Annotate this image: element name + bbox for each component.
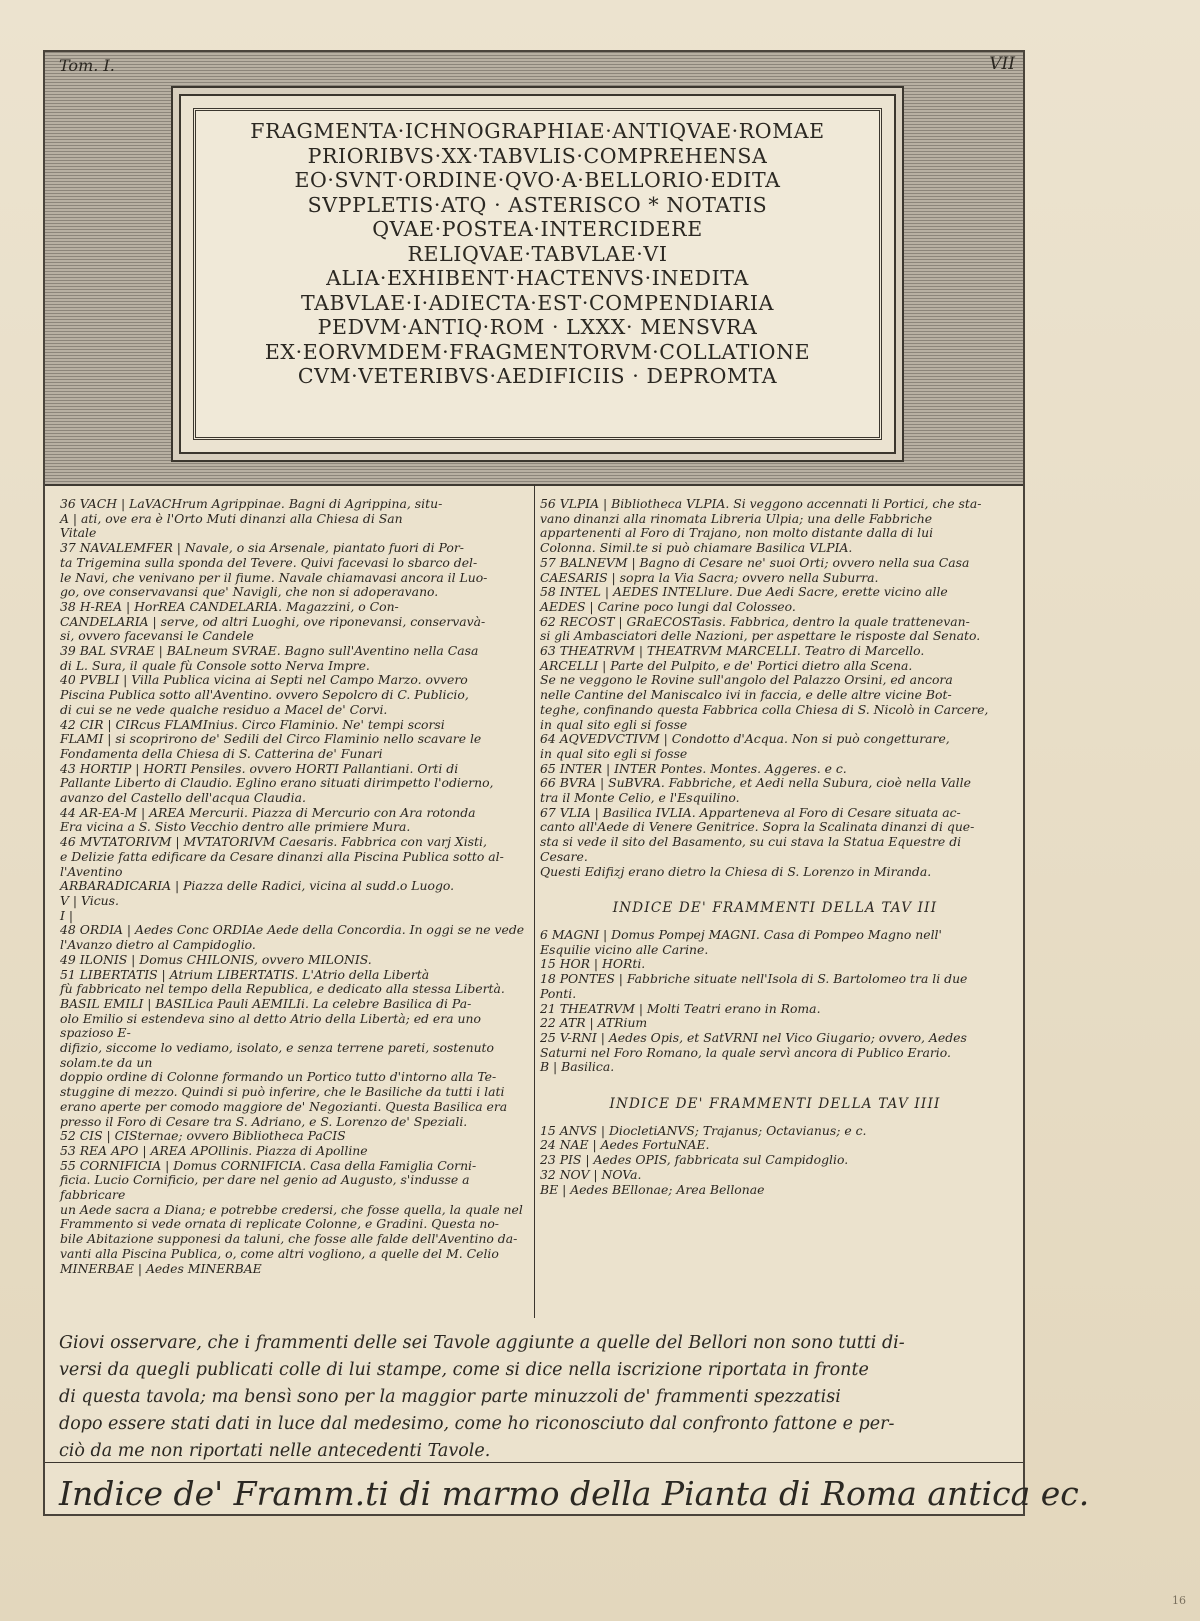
- index-entry-line: 37 NAVALEMFER | Navale, o sia Arsenale, piantato fuori di Por-: [60, 540, 464, 556]
- index-entry-line: 21 THEATRVM | Molti Teatri erano in Roma.: [540, 1000, 821, 1016]
- index-entry-line: canto all'Aede di Venere Genitrice. Sopra la Scalinata dinanzi di que-: [540, 819, 975, 835]
- index-entry-line: FLAMI | si scoprirono de' Sedili del Circo Flaminio nello scavare le: [60, 731, 482, 747]
- index-entry-line: ta Trigemina sulla sponda del Tevere. Quivi facevasi lo sbarco del-: [60, 554, 478, 570]
- inscription-frame: [171, 86, 904, 462]
- index-entry-line: BE | Aedes BEllonae; Area Bellonae: [540, 1181, 765, 1197]
- note-line: di questa tavola; ma bensì sono per la maggior parte minuzzoli de' frammenti spezzatisi: [59, 1387, 841, 1407]
- index-entry-line: vanti alla Piscina Publica, o, come altri vogliono, a quelle del M. Celio: [60, 1245, 499, 1261]
- index-entry-line: 53 REA APO | AREA APOllinis. Piazza di Apolline: [60, 1142, 368, 1158]
- inscription-line: QVAE·POSTEA·INTERCIDERE: [372, 217, 703, 241]
- footer-title: Indice de' Framm.ti di marmo della Pianta di Roma antica ec.: [59, 1474, 1090, 1513]
- index-entry-line: Vitale: [60, 525, 97, 541]
- note-line: ciò da me non riportati nelle antecedenti Tavole.: [59, 1441, 491, 1461]
- inscription-line: RELIQVAE·TABVLAE·VI: [407, 241, 668, 266]
- note-line: Giovi osservare, che i frammenti delle sei Tavole aggiunte a quelle del Bellori non sono tutti di-: [59, 1333, 905, 1353]
- index-tav-iii-entries: [540, 928, 1010, 1075]
- index-entry-line: 65 INTER | INTER Pontes. Montes. Aggeres. e c.: [540, 760, 847, 776]
- index-entry-line: 15 ANVS | DiocletiANVS; Trajanus; Octavianus; e c.: [540, 1122, 867, 1138]
- index-entry-line: 43 HORTIP | HORTI Pensiles. ovvero HORTI Pallantiani. Orti di: [60, 760, 459, 776]
- page-number: VII: [989, 54, 1015, 74]
- index-entry-line: 57 BALNEVM | Bagno di Cesare ne' suoi Orti; ovvero nella sua Casa: [540, 554, 970, 570]
- index-entry-line: 39 BAL SVRAE | BALneum SVRAE. Bagno sull'Aventino nella Casa: [60, 643, 479, 659]
- index-entry-line: CANDELARIA | serve, od altri Luoghi, ove riponevansi, conservavà-: [60, 613, 486, 629]
- index-entry-line: stuggine di mezzo. Quindi si può inferire, che le Basiliche da tutti i lati: [60, 1084, 505, 1100]
- index-entry-line: Era vicina a S. Sisto Vecchio dentro alle primiere Mura.: [60, 819, 411, 835]
- index-entry-line: un Aede sacra a Diana; e potrebbe credersi, che fosse quella, la quale nel: [60, 1201, 523, 1217]
- index-entry-line: sta si vede il sito del Basamento, su cui stava la Statua Equestre di Cesare.: [540, 834, 962, 864]
- index-entry-line: BASIL EMILI | BASILica Pauli AEMILIi. La celebre Basilica di Pa-: [60, 995, 472, 1011]
- index-entry-line: Frammento si vede ornata di replicate Colonne, e Gradini. Questa no-: [60, 1216, 499, 1232]
- index-tav-iii-title: INDICE DE' FRAMMENTI DELLA TAV III: [612, 900, 938, 917]
- index-entry-line: Esquilie vicino alle Carine.: [540, 941, 709, 957]
- note-line: dopo essere stati dati in luce dal medesimo, come ho riconosciuto dal confronto fattone e per-: [59, 1414, 895, 1434]
- index-entry-line: appartenenti al Foro di Trajano, non molto distante dalla di lui: [540, 525, 934, 541]
- index-entry-line: 42 CIR | CIRcus FLAMInius. Circo Flaminio. Ne' tempi scorsi: [60, 716, 445, 732]
- inscription-line: TABVLAE·I·ADIECTA·EST·COMPENDIARIA: [300, 290, 775, 315]
- inscription: [196, 119, 879, 389]
- index-entry-line: avanzo del Castello dell'acqua Claudia.: [60, 790, 306, 806]
- index-entry-line: 44 AR-EA-M | AREA Mercurii. Piazza di Mercurio con Ara rotonda: [60, 804, 476, 820]
- index-entry-line: 22 ATR | ATRium: [540, 1015, 648, 1031]
- index-entry-line: Colonna. Simil.te si può chiamare Basilica VLPIA.: [540, 540, 853, 556]
- index-entry-line: 15 HOR | HORti.: [540, 956, 646, 972]
- index-entry-line: A | ati, ove era è l'Orto Muti dinanzi alla Chiesa di San: [60, 510, 403, 526]
- index-entry-line: l'Avanzo dietro al Campidoglio.: [60, 937, 256, 953]
- index-entry-line: Se ne veggono le Rovine sull'angolo del Palazzo Orsini, ed ancora: [540, 672, 953, 688]
- inscription-line: ALIA·EXHIBENT·HACTENVS·INEDITA: [326, 266, 749, 290]
- index-entry-line: V | Vicus.: [60, 892, 119, 908]
- index-entry-line: ficia. Lucio Cornificio, per dare nel genio ad Augusto, s'indusse a fabbricare: [60, 1172, 470, 1203]
- index-entry-line: 6 MAGNI | Domus Pompej MAGNI. Casa di Pompeo Magno nell': [540, 926, 942, 942]
- index-entry-line: di cui se ne vede qualche residuo a Macel de' Corvi.: [60, 701, 388, 717]
- index-entry-line: tra il Monte Celio, e l'Esquilino.: [540, 790, 740, 806]
- index-entry-line: 67 VLIA | Basilica IVLIA. Apparteneva al Foro di Cesare situata ac-: [540, 804, 961, 820]
- index-entry-line: si gli Ambasciatori delle Nazioni, per aspettare le risposte dal Senato.: [540, 628, 981, 644]
- index-entry-line: 24 NAE | Aedes FortuNAE.: [540, 1137, 710, 1153]
- index-entry-line: ARBARADICARIA | Piazza delle Radici, vicina al sudd.o Luogo.: [60, 878, 455, 894]
- index-entry-line: e Delizie fatta edificare da Cesare dinanzi alla Piscina Publica sotto al-: [60, 848, 504, 864]
- right-index-column: [540, 497, 1010, 1197]
- index-entry-line: 38 H-REA | HorREA CANDELARIA. Magazzini, o Con-: [60, 598, 399, 614]
- inscription-line: EX·EORVMDEM·FRAGMENTORVM·COLLATIONE: [264, 339, 811, 364]
- index-entry-line: 18 PONTES | Fabbriche situate nell'Isola di S. Bartolomeo tra li due: [540, 971, 968, 987]
- index-entry-line: Questi Edifizj erano dietro la Chiesa di S. Lorenzo in Miranda.: [540, 863, 932, 879]
- left-index-column: [60, 497, 535, 1276]
- index-entry-line: 64 AQVEDVCTIVM | Condotto d'Acqua. Non si può congetturare,: [540, 731, 950, 747]
- index-entry-line: 52 CIS | CISternae; ovvero Bibliotheca PaCIS: [60, 1128, 346, 1144]
- printed-plate: [43, 50, 1090, 1516]
- index-entry-line: B | Basilica.: [540, 1059, 615, 1075]
- inscription-line: PRIORIBVS·XX·TABVLIS·COMPREHENSA: [307, 143, 768, 168]
- index-entry-line: go, ove conservavansi que' Navigli, che non si adoperavano.: [60, 584, 439, 600]
- index-entry-line: 46 MVTATORIVM | MVTATORIVM Caesaris. Fabbrica con varj Xisti,: [60, 834, 487, 850]
- index-entry-line: Fondamenta della Chiesa di S. Catterina de' Funari: [60, 745, 383, 761]
- index-entry-line: Ponti.: [540, 985, 577, 1001]
- inscription-line: FRAGMENTA·ICHNOGRAPHIAE·ANTIQVAE·ROMAE: [250, 119, 825, 143]
- index-entry-line: 25 V-RNI | Aedes Opis, et SatVRNI nel Vico Giugario; ovvero, Aedes: [540, 1029, 967, 1045]
- index-entry-line: 55 CORNIFICIA | Domus CORNIFICIA. Casa della Famiglia Corni-: [60, 1157, 477, 1173]
- inscription-line: EO·SVNT·ORDINE·QVO·A·BELLORIO·EDITA: [294, 168, 781, 192]
- index-entry-line: di L. Sura, il quale fù Console sotto Nerva Impre.: [60, 657, 370, 673]
- index-entry-line: doppio ordine di Colonne formando un Portico tutto d'intorno alla Te-: [60, 1069, 497, 1085]
- index-tav-iiii-title: INDICE DE' FRAMMENTI DELLA TAV IIII: [609, 1096, 941, 1113]
- index-entry-line: 48 ORDIA | Aedes Conc ORDIAe Aede della Concordia. In oggi se ne vede: [60, 922, 525, 938]
- index-entry-line: Pallante Liberto di Claudio. Eglino erano situati dirimpetto l'odierno,: [60, 775, 494, 791]
- index-entry-line: fù fabbricato nel tempo della Republica, e dedicato alla stessa Libertà.: [60, 981, 505, 997]
- index-entry-line: olo Emilio si estendeva sino al detto Atrio della Libertà; ed era uno spazioso E-: [60, 1010, 481, 1041]
- index-entry-line: MINERBAE | Aedes MINERBAE: [60, 1260, 262, 1276]
- index-entry-line: 23 PIS | Aedes OPIS, fabbricata sul Campidoglio.: [540, 1152, 849, 1168]
- inscription-line: PEDVM·ANTIQ·ROM · LXXX· MENSVRA: [317, 315, 758, 339]
- volume-label: Tom. I.: [59, 56, 115, 75]
- index-entry-line: ARCELLI | Parte del Pulpito, e de' Portici dietro alla Scena.: [540, 657, 913, 673]
- index-entry-line: 58 INTEL | AEDES INTELlure. Due Aedi Sacre, erette vicino alle: [540, 584, 948, 600]
- index-entry-line: in qual sito egli si fosse: [540, 716, 688, 732]
- index-entry-line: in qual sito egli si fosse: [540, 745, 688, 761]
- index-entry-line: 32 NOV | NOVa.: [540, 1166, 642, 1182]
- index-entry-line: vano dinanzi alla rinomata Libreria Ulpia; una delle Fabbriche: [540, 510, 933, 526]
- note-paragraph: [59, 1330, 1009, 1465]
- index-entry-line: 40 PVBLI | Villa Publica vicina ai Septi nel Campo Marzo. ovvero: [60, 672, 468, 688]
- inscription-line: SVPPLETIS·ATQ · ASTERISCO * NOTATIS: [307, 192, 768, 217]
- index-entry-line: I |: [60, 907, 74, 923]
- index-entry-line: erano aperte per comodo maggiore de' Negozianti. Questa Basilica era: [60, 1098, 508, 1114]
- index-entry-line: le Navi, che venivano per il fiume. Navale chiamavasi ancora il Luo-: [60, 569, 488, 585]
- inscription-panel: [193, 108, 882, 440]
- index-entry-line: l'Aventino: [60, 863, 123, 879]
- index-entry-line: presso il Foro di Cesare tra S. Adriano, e S. Lorenzo de' Speziali.: [60, 1113, 468, 1129]
- header-band: [45, 52, 1023, 486]
- footer-rule: [45, 1462, 1023, 1463]
- index-entry-line: 36 VACH | LaVACHrum Agrippinae. Bagni di Agrippina, situ-: [60, 496, 443, 511]
- index-entry-line: CAESARIS | sopra la Via Sacra; ovvero nella Suburra.: [540, 569, 879, 585]
- index-tav-iiii-entries: [540, 1124, 1010, 1198]
- index-entry-line: bile Abitazione supponesi da taluni, che fosse alle falde dell'Aventino da-: [60, 1231, 518, 1247]
- index-entry-line: si, ovvero facevansi le Candele: [60, 628, 254, 644]
- index-entry-line: 56 VLPIA | Bibliotheca VLPIA. Si veggono accennati li Portici, che sta-: [540, 496, 982, 511]
- index-entry-line: 66 BVRA | SuBVRA. Fabbriche, et Aedi nella Subura, cioè nella Valle: [540, 775, 971, 791]
- index-entry-line: Piscina Publica sotto all'Aventino. ovvero Sepolcro di C. Publicio,: [60, 687, 469, 703]
- index-entry-line: nelle Cantine del Maniscalco ivi in faccia, e delle altre vicine Bot-: [540, 687, 952, 703]
- index-entry-line: Saturni nel Foro Romano, la quale servì ancora di Publico Erario.: [540, 1044, 951, 1060]
- corner-page-number: 16: [1172, 1594, 1186, 1607]
- index-entry-line: teghe, confinando questa Fabbrica colla Chiesa di S. Nicolò in Carcere,: [540, 701, 989, 717]
- inscription-line: CVM·VETERIBVS·AEDIFICIIS · DEPROMTA: [297, 364, 778, 388]
- index-entry-line: 49 ILONIS | Domus CHILONIS, ovvero MILONIS.: [60, 951, 372, 967]
- index-entry-line: AEDES | Carine poco lungi dal Colosseo.: [540, 598, 796, 614]
- note-line: versi da quegli publicati colle di lui stampe, come si dice nella iscrizione riportata in fronte: [59, 1360, 869, 1380]
- index-entry-line: 63 THEATRVM | THEATRVM MARCELLI. Teatro di Marcello.: [540, 643, 925, 659]
- right-entries: [540, 497, 1010, 879]
- index-entry-line: 51 LIBERTATIS | Atrium LIBERTATIS. L'Atrio della Libertà: [60, 966, 430, 982]
- index-entry-line: difizio, siccome lo vediamo, isolato, e senza terrene pareti, sostenuto solam.te da un: [60, 1040, 494, 1070]
- index-entry-line: 62 RECOST | GRaECOSTasis. Fabbrica, dentro la quale trattenevan-: [540, 613, 970, 629]
